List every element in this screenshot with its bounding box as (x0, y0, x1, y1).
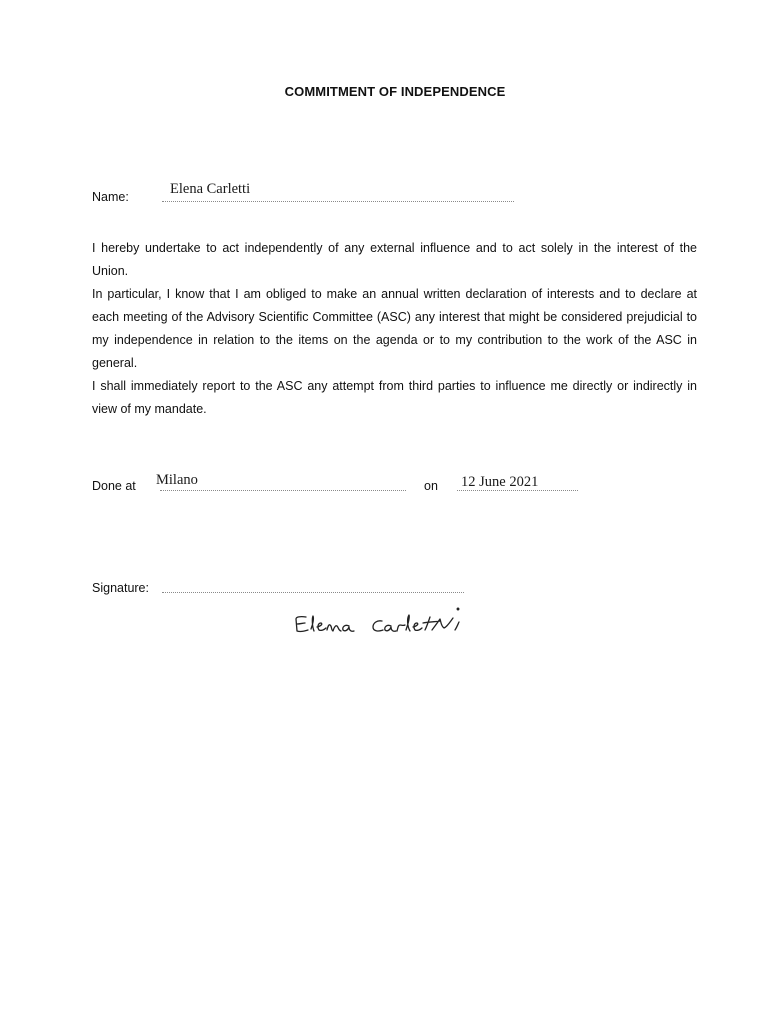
name-label: Name: (92, 190, 129, 204)
place-line (160, 490, 406, 491)
name-value: Elena Carletti (170, 181, 251, 197)
date-value: 12 June 2021 (461, 474, 539, 490)
done-at-label: Done at (92, 479, 136, 493)
paragraph-1: I hereby undertake to act independently of any external influence and to act solely in the interest of the Union. (92, 241, 697, 278)
document-title: COMMITMENT OF INDEPENDENCE (284, 84, 506, 99)
paragraph-2: In particular, I know that I am obliged to make an annual written declaration of interests and to declare at each meeting of the Advisory Scientific Committee (ASC) any interest that might be considered prejudicial to my independence in relation to the items on the agenda or to my contribution to the work of the ASC in general. (92, 287, 697, 370)
on-label: on (424, 479, 438, 493)
place-value: Milano (156, 472, 198, 488)
name-line (162, 201, 514, 202)
signature-line (162, 592, 464, 593)
paragraph-3: I shall immediately report to the ASC any attempt from third parties to influence me directly or indirectly in view of my mandate. (92, 379, 697, 416)
signature-label: Signature: (92, 581, 149, 595)
handwritten-signature (290, 604, 475, 642)
date-line (457, 490, 578, 491)
declaration-text (92, 237, 697, 421)
